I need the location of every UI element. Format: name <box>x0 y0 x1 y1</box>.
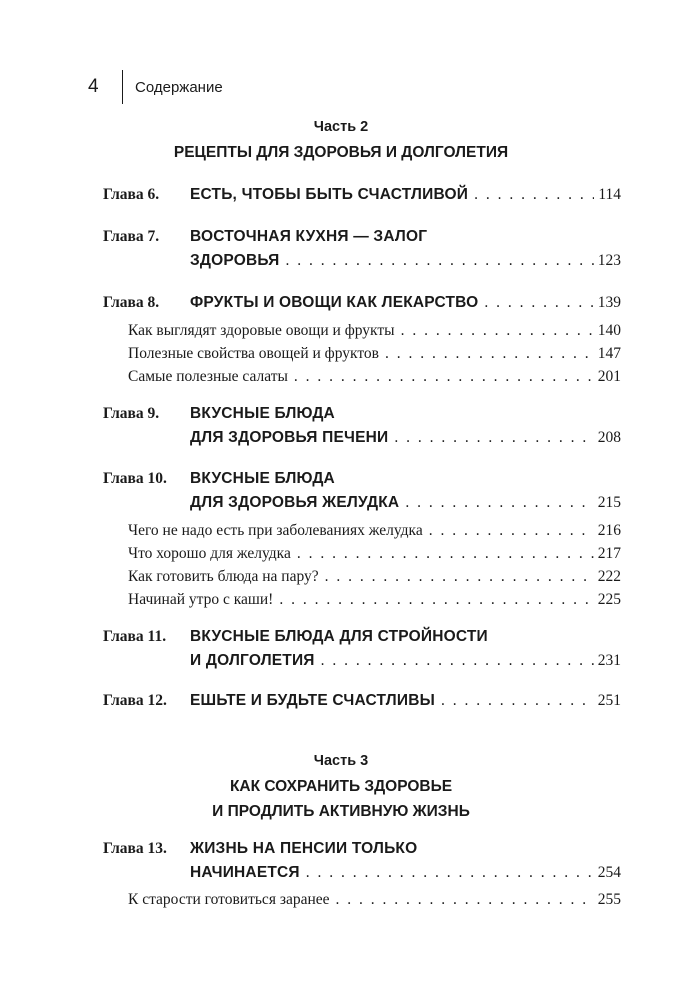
dot-leader <box>297 545 594 563</box>
dot-leader <box>279 591 593 609</box>
part-title: КАК СОХРАНИТЬ ЗДОРОВЬЕ <box>229 778 453 795</box>
section-title: Как выглядят здоровые овощи и фрукты <box>128 322 395 339</box>
section-title: Начинай утро с каши! <box>128 591 274 608</box>
chapter-number: Глава 6. <box>103 186 160 203</box>
toc-section[interactable] <box>128 891 621 915</box>
toc-chapter-12[interactable] <box>103 692 621 716</box>
toc-section[interactable] <box>128 345 621 369</box>
toc-chapter-9[interactable] <box>103 405 621 429</box>
page-ref: 231 <box>597 652 621 669</box>
toc-chapter-6[interactable] <box>103 186 621 210</box>
toc-chapter-10-cont[interactable] <box>190 494 621 518</box>
dot-leader <box>294 368 594 386</box>
chapter-title: ФРУКТЫ И ОВОЩИ КАК ЛЕКАРСТВО <box>190 294 479 311</box>
part-3-heading <box>0 749 682 824</box>
page-ref: 216 <box>597 522 621 539</box>
toc-section[interactable] <box>128 545 621 569</box>
chapter-title-cont: ЗДОРОВЬЯ <box>190 252 280 269</box>
toc-chapter-11-cont[interactable] <box>190 652 621 676</box>
page-ref: 140 <box>597 322 621 339</box>
page-ref: 255 <box>597 891 621 908</box>
dot-leader <box>285 252 593 270</box>
part-title-cont: И ПРОДЛИТЬ АКТИВНУЮ ЖИЗНЬ <box>212 803 470 820</box>
header-divider <box>122 70 123 104</box>
page-ref: 254 <box>597 864 621 881</box>
chapter-title: ВКУСНЫЕ БЛЮДА ДЛЯ СТРОЙНОСТИ <box>190 628 488 645</box>
dot-leader <box>394 429 593 447</box>
chapter-number: Глава 8. <box>103 294 160 311</box>
page-ref: 217 <box>597 545 621 562</box>
page-ref: 201 <box>597 368 621 385</box>
chapter-number: Глава 9. <box>103 405 160 422</box>
section-title: Полезные свойства овощей и фруктов <box>128 345 379 362</box>
part-2-heading <box>0 115 682 165</box>
dot-leader <box>474 186 594 204</box>
chapter-number: Глава 11. <box>103 628 167 645</box>
toc-chapter-13[interactable] <box>103 840 621 864</box>
toc-chapter-9-cont[interactable] <box>190 429 621 453</box>
dot-leader <box>401 322 594 340</box>
dot-leader <box>405 494 593 512</box>
toc-chapter-10[interactable] <box>103 470 621 494</box>
page-ref: 139 <box>597 294 621 311</box>
chapter-title-cont: И ДОЛГОЛЕТИЯ <box>190 652 315 669</box>
chapter-title: ЕШЬТЕ И БУДЬТЕ СЧАСТЛИВЫ <box>190 692 435 709</box>
chapter-number: Глава 13. <box>103 840 167 857</box>
page-ref: 251 <box>597 692 621 709</box>
chapter-number: Глава 10. <box>103 470 167 487</box>
part-title: РЕЦЕПТЫ ДЛЯ ЗДОРОВЬЯ И ДОЛГОЛЕТИЯ <box>173 144 509 161</box>
chapter-title-cont: НАЧИНАЕТСЯ <box>190 864 300 881</box>
chapter-number: Глава 7. <box>103 228 160 245</box>
chapter-title: ВКУСНЫЕ БЛЮДА <box>190 405 335 422</box>
page-ref: 215 <box>597 494 621 511</box>
page-ref: 123 <box>597 252 621 269</box>
toc-chapter-8[interactable] <box>103 294 621 318</box>
chapter-title: ЕСТЬ, ЧТОБЫ БЫТЬ СЧАСТЛИВОЙ <box>190 186 469 203</box>
dot-leader <box>385 345 594 363</box>
part-number: Часть 2 <box>313 119 369 135</box>
page-ref: 114 <box>598 186 621 203</box>
dot-leader <box>321 652 594 670</box>
section-title: Самые полезные салаты <box>128 368 288 385</box>
page-number: 4 <box>88 76 99 97</box>
dot-leader <box>336 891 594 909</box>
toc-section[interactable] <box>128 522 621 546</box>
toc-chapter-13-cont[interactable] <box>190 864 621 888</box>
toc-section[interactable] <box>128 368 621 392</box>
running-title: Содержание <box>135 78 223 96</box>
toc-section[interactable] <box>128 591 621 615</box>
dot-leader <box>484 294 593 312</box>
dot-leader <box>306 864 594 882</box>
dot-leader <box>441 692 594 710</box>
page-ref: 222 <box>597 568 621 585</box>
chapter-title: ЖИЗНЬ НА ПЕНСИИ ТОЛЬКО <box>190 840 418 857</box>
section-title: Что хорошо для желудка <box>128 545 291 562</box>
chapter-title-cont: ДЛЯ ЗДОРОВЬЯ ПЕЧЕНИ <box>190 429 389 446</box>
chapter-title: ВОСТОЧНАЯ КУХНЯ — ЗАЛОГ <box>190 228 428 245</box>
chapter-number: Глава 12. <box>103 692 167 709</box>
toc-section[interactable] <box>128 568 621 592</box>
chapter-title-cont: ДЛЯ ЗДОРОВЬЯ ЖЕЛУДКА <box>190 494 400 511</box>
section-title: Чего не надо есть при заболеваниях желудка <box>128 522 423 539</box>
page-ref: 225 <box>597 591 621 608</box>
page-ref: 208 <box>597 429 621 446</box>
toc-section[interactable] <box>128 322 621 346</box>
toc-chapter-7-cont[interactable] <box>190 252 621 276</box>
toc-chapter-11[interactable] <box>103 628 621 652</box>
toc-chapter-7[interactable] <box>103 228 621 252</box>
chapter-title: ВКУСНЫЕ БЛЮДА <box>190 470 335 487</box>
section-title: К старости готовиться заранее <box>128 891 330 908</box>
dot-leader <box>325 568 594 586</box>
page-ref: 147 <box>597 345 621 362</box>
running-header <box>88 70 223 104</box>
section-title: Как готовить блюда на пару? <box>128 568 319 585</box>
dot-leader <box>429 522 594 540</box>
part-number: Часть 3 <box>313 753 369 769</box>
